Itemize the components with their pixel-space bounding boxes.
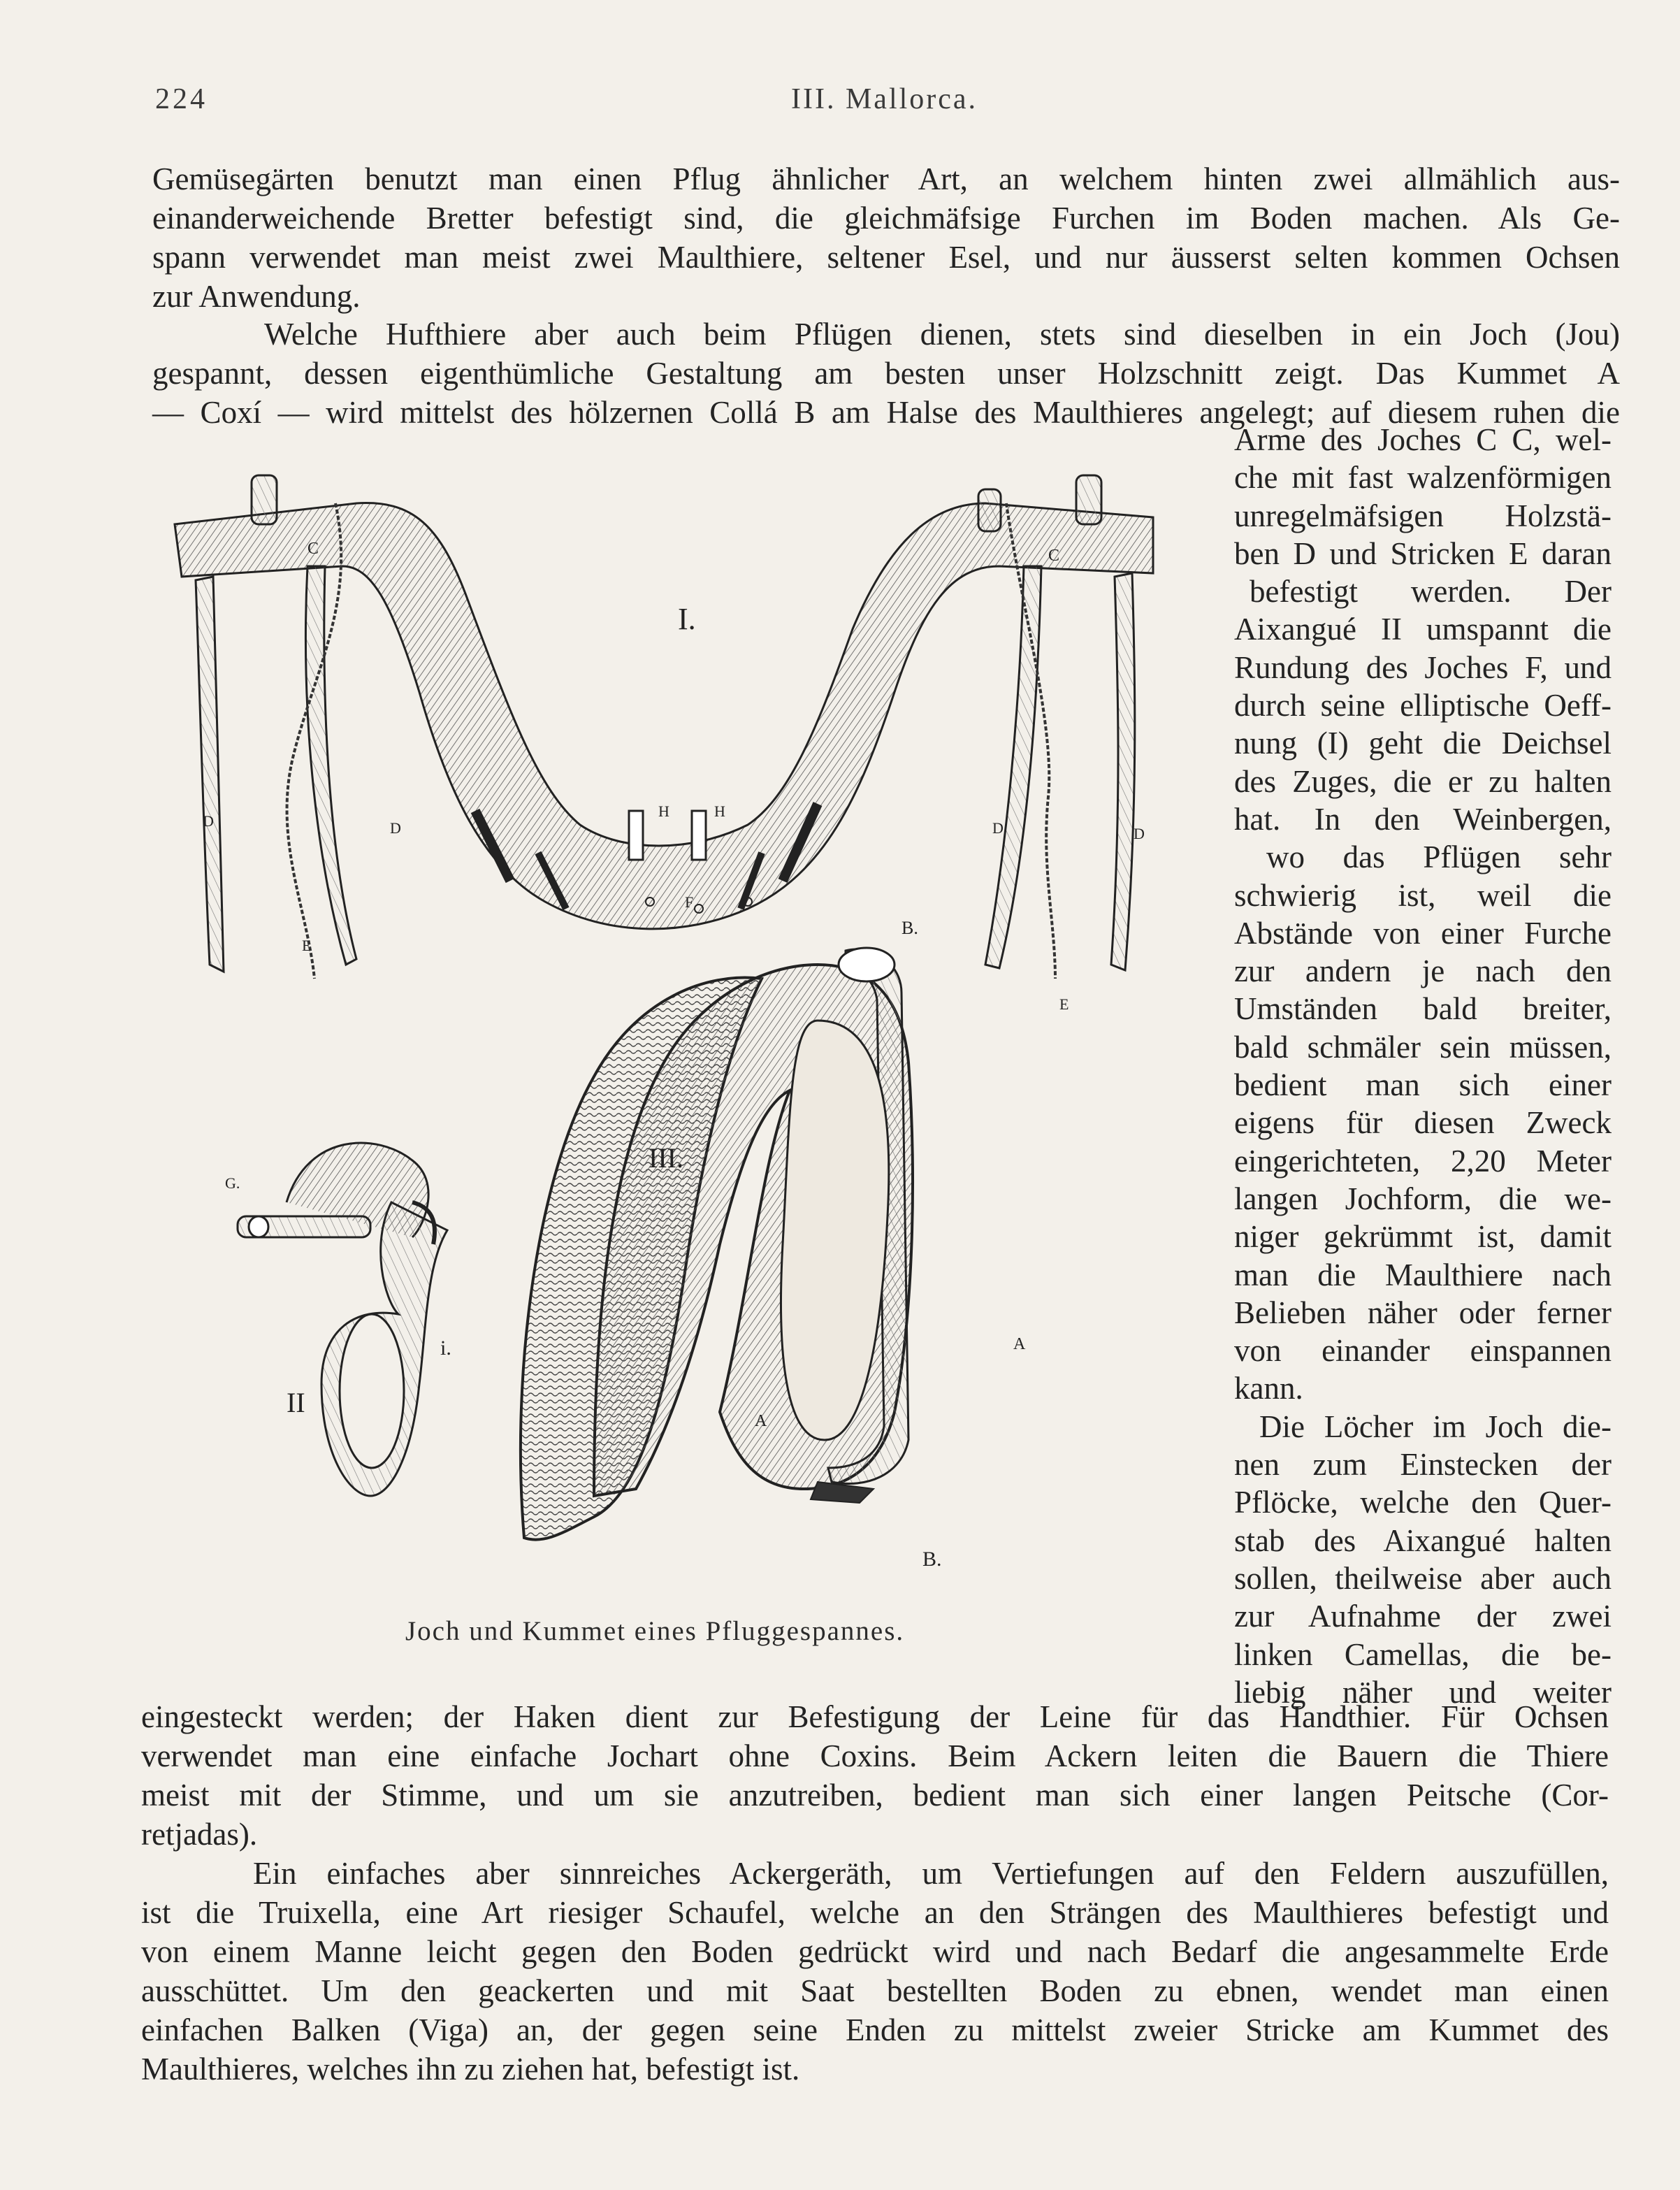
label-c-left: C — [307, 540, 319, 558]
text-line: von einem Manne leicht gegen den Boden gedrückt wird und nach Bedarf die angesammelte Erde — [141, 1934, 1609, 1969]
paragraph-2 — [152, 315, 1620, 432]
text-line: ist die Truixella, eine Art riesiger Schaufel, welche an den Strängen des Maulthieres befestigt und — [141, 1895, 1609, 1930]
text-line: nung (I) geht die Deichsel — [1234, 726, 1612, 761]
text-line: — Coxí — wird mittelst des hölzernen Collá B am Halse des Maulthieres angelegt; auf diesem ruhen die — [152, 395, 1620, 430]
label-a-right: A — [1013, 1335, 1026, 1353]
text-line: schwierig ist, weil die — [1234, 877, 1612, 913]
text-line: Pflöcke, welche den Quer- — [1234, 1485, 1612, 1520]
yoke-and-collar-illustration — [147, 461, 1209, 1615]
text-line: durch seine elliptische Oeff- — [1234, 688, 1612, 723]
label-g: G. — [225, 1174, 240, 1192]
text-line: kann. — [1234, 1371, 1303, 1406]
page-number: 224 — [155, 83, 208, 115]
text-line: Rundung des Joches F, und — [1234, 649, 1612, 685]
text-line: langen Jochform, die we- — [1234, 1181, 1612, 1216]
label-b-bottom: B. — [922, 1548, 942, 1571]
text-line: Arme des Joches C C, wel- — [1234, 422, 1612, 457]
paragraph-3 — [141, 1697, 1609, 1854]
aixangue-figure-II — [238, 1143, 447, 1496]
text-line: bedient man sich einer — [1234, 1067, 1612, 1103]
label-d-3: D — [992, 819, 1004, 837]
text-line: Aixangué II umspannt die — [1234, 612, 1612, 647]
text-line: bald schmäler sein müssen, — [1234, 1029, 1612, 1065]
label-b-top: B. — [901, 918, 918, 938]
paragraph-1 — [152, 159, 1620, 316]
label-h-1: H — [658, 802, 669, 820]
text-line: Welche Hufthiere aber auch beim Pflügen dienen, stets sind dieselben in ein Joch (Jou) — [264, 317, 1620, 352]
text-line: Abstände von einer Furche — [1234, 915, 1612, 951]
text-line: unregelmäfsigen Holzstä- — [1234, 498, 1612, 533]
collar-figure-III — [521, 948, 913, 1540]
text-line: linken Camellas, die be- — [1234, 1636, 1612, 1672]
text-line: des Zuges, die er zu halten — [1234, 763, 1612, 799]
text-line: zur andern je nach den — [1234, 953, 1612, 989]
text-line: ben D und Stricken E daran — [1234, 535, 1612, 571]
text-line: Maulthieres, welches ihn zu ziehen hat, befestigt ist. — [141, 2052, 800, 2087]
text-line: Die Löcher im Joch die- — [1259, 1409, 1612, 1444]
text-line: zur Aufnahme der zwei — [1234, 1599, 1612, 1634]
label-h-2: H — [714, 802, 725, 820]
text-line: einanderweichende Bretter befestigt sind, die gleichmäfsige Furchen im Boden machen. Als Ge- — [152, 201, 1620, 236]
text-line: retjadas). — [141, 1817, 258, 1852]
right-column-text — [1234, 421, 1612, 1711]
running-title: III. Mallorca. — [791, 83, 978, 115]
text-line: Belieben näher oder ferner — [1234, 1295, 1612, 1330]
text-line: einfachen Balken (Viga) an, der gegen seine Enden zu mittelst zweier Stricke am Kummet des — [141, 2012, 1609, 2047]
label-fig-I: I. — [678, 602, 696, 636]
yoke-figure-I — [175, 475, 1153, 979]
text-line: ausschüttet. Um den geackerten und mit Saat bestellten Boden zu ebnen, wendet man einen — [141, 1973, 1609, 2008]
text-line: spann verwendet man meist zwei Maulthiere, seltener Esel, und nur äusserst selten kommen Ochsen — [152, 240, 1620, 275]
text-line: che mit fast walzenförmigen — [1234, 460, 1612, 496]
paragraph-4 — [141, 1854, 1609, 2089]
label-d-1: D — [203, 812, 214, 830]
figure-caption: Joch und Kummet eines Pfluggespannes. — [405, 1616, 905, 1646]
text-line: Ein einfaches aber sinnreiches Ackergeräth, um Vertiefungen auf den Feldern auszufüllen, — [253, 1856, 1609, 1891]
label-a-left: A — [755, 1412, 767, 1430]
text-line: nen zum Einstecken der — [1234, 1447, 1612, 1483]
label-e-right: E — [1059, 995, 1069, 1013]
label-i: i. — [440, 1337, 451, 1360]
text-line: befestigt werden. Der — [1250, 574, 1612, 610]
text-line: meist mit der Stimme, und um sie anzutreiben, bedient man sich einer langen Peitsche (Cor- — [141, 1778, 1609, 1813]
page-header — [0, 82, 1680, 124]
text-line: liebig näher und weiter — [1234, 1674, 1612, 1710]
label-d-2: D — [390, 819, 401, 837]
label-c-right: C — [1048, 547, 1060, 565]
label-fig-II: II — [287, 1387, 305, 1418]
text-line: sollen, theilweise aber auch — [1234, 1560, 1612, 1596]
text-line: man die Maulthiere nach — [1234, 1257, 1612, 1292]
text-line: gespannt, dessen eigenthümliche Gestaltung am besten unser Holzschnitt zeigt. Das Kummet A — [152, 356, 1620, 391]
text-line: eingesteckt werden; der Haken dient zur Befestigung der Leine für das Handthier. Für Ochsen — [141, 1699, 1609, 1734]
text-line: Gemüsegärten benutzt man einen Pflug ähnlicher Art, an welchem hinten zwei allmählich aus- — [152, 161, 1620, 196]
text-line: niger gekrümmt ist, damit — [1234, 1219, 1612, 1255]
text-line: zur Anwendung. — [152, 279, 361, 314]
text-line: eigens für diesen Zweck — [1234, 1105, 1612, 1141]
text-line: von einander einspannen — [1234, 1333, 1612, 1369]
label-d-4: D — [1134, 825, 1145, 842]
text-line: Umständen bald breiter, — [1234, 991, 1612, 1027]
woodcut-figure — [147, 461, 1209, 1615]
label-f: F — [685, 893, 694, 911]
text-line: verwendet man eine einfache Jochart ohne Coxins. Beim Ackern leiten die Bauern die Thiere — [141, 1738, 1609, 1773]
label-fig-III: III. — [649, 1142, 683, 1174]
text-line: eingerichteten, 2,20 Meter — [1234, 1143, 1612, 1179]
text-line: stab des Aixangué halten — [1234, 1522, 1612, 1558]
label-e-left: E — [302, 937, 312, 954]
text-line: hat. In den Weinbergen, — [1234, 801, 1612, 837]
text-line: wo das Pflügen sehr — [1266, 840, 1612, 875]
